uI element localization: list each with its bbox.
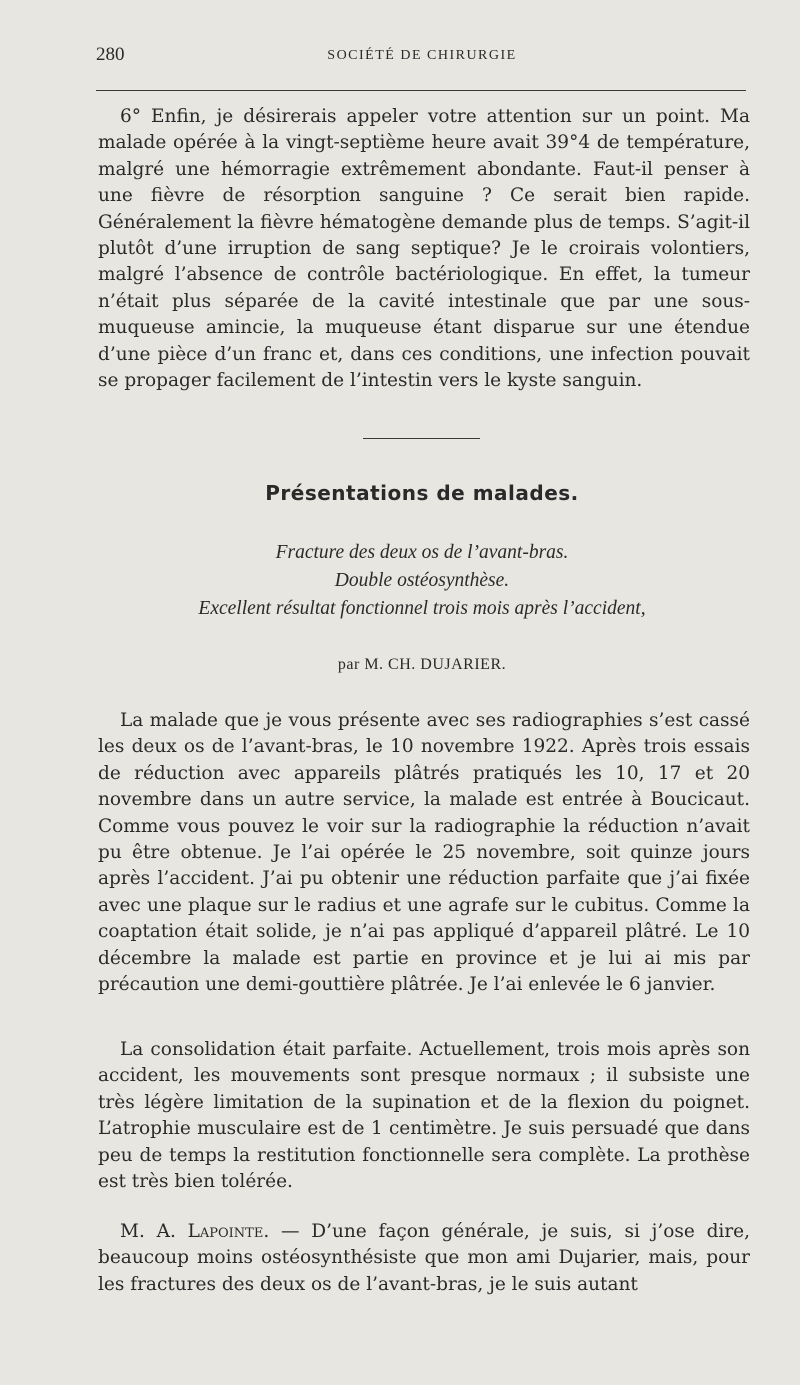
paragraph-fever: 6° Enfin, je désirerais appeler votre attention sur un point. Ma malade opérée à la vingt-septième heure avait 39°4 de température, malgré une hémorragie extrêmement abondante. Faut-il penser à une fièvre de résorption sanguine ? Ce serait bien rapide. Généralement la fièvre hématogène demande plus de temps. S’agit-il plutôt d’une irruption de sang septique? Je le croirais volontiers, malgré l’absence de contrôle bactériologique. En effet, la tumeur n’était plus séparée de la cavité intestinale que par une sous-muqueuse amincie, la muqueuse étant disparue sur une étendue d’une pièce d’un franc et, dans ces conditions, une infection pouvait se propager facilement de l’intestin vers le kyste sanguin.	[98, 106, 750, 392]
subtitle-line-1: Fracture des deux os de l’avant-bras.	[275, 542, 569, 563]
section-divider	[363, 438, 480, 439]
speaker-remark: — D’une façon générale, je suis, si j’ose dire, beaucoup moins ostéosynthésiste que mon ami Dujarier, mais, pour les fractures des deux os de l’avant-bras, je le suis autant	[98, 1221, 750, 1295]
paragraph-lapointe	[98, 1219, 750, 1298]
paragraph-outcome: La consolidation était parfaite. Actuellement, trois mois après son accident, les mouvements sont presque normaux ; il subsiste une très légère limitation de la supination et de la flexion du poignet. L’atrophie musculaire est de 1 centimètre. Je suis persuadé que dans peu de temps la restitution fonctionnelle sera complète. La prothèse est très bien tolérée.	[98, 1039, 750, 1193]
subtitle-line-3: Excellent résultat fonctionnel trois mois après l’accident,	[198, 598, 646, 619]
page-number: 280	[96, 44, 125, 65]
author-byline: par M. CH. DUJARIER.	[337, 656, 507, 673]
speaker-name: M. A. Lapointe.	[120, 1221, 270, 1242]
header-rule	[96, 90, 746, 91]
paragraph-case: La malade que je vous présente avec ses radiographies s’est cassé les deux os de l’avant-bras, le 10 novembre 1922. Après trois essais de réduction avec appareils plâtrés pratiqués les 10, 17 et 20 novembre dans un autre service, la malade est entrée à Boucicaut. Comme vous pouvez le voir sur la radiographie la réduction n’avait pu être obtenue. Je l’ai opérée le 25 novembre, soit quinze jours après l’accident. J’ai pu obtenir une réduction parfaite que j’ai fixée avec une plaque sur le radius et une agrafe sur le cubitus. Comme la coaptation était solide, je n’ai pas appliqué d’appareil plâtré. Le 10 décembre la malade est partie en province et je lui ai mis par précaution une demi-gouttière plâtrée. Je l’ai enlevée le 6 janvier.	[98, 710, 750, 996]
subtitle-line-2: Double ostéosynthèse.	[334, 570, 510, 591]
section-title: Présentations de malades.	[265, 481, 579, 505]
running-head: SOCIÉTÉ DE CHIRURGIE	[327, 48, 517, 63]
page-header	[96, 44, 748, 74]
